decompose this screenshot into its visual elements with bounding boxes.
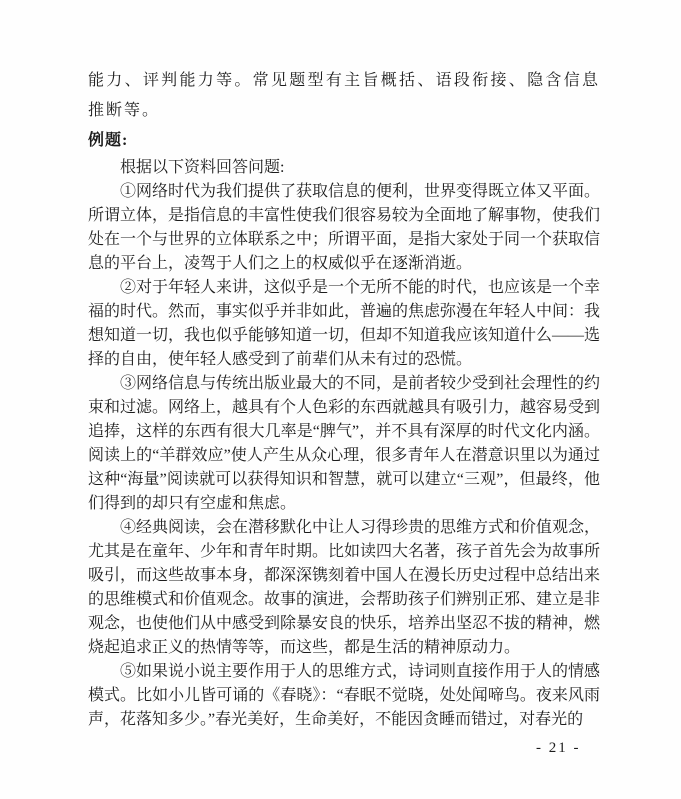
- material-paragraph-4: ④经典阅读，会在潜移默化中让人习得珍贵的思维方式和价值观念，尤其是在童年、少年和青年时期。比如读四大名著，孩子首先会为故事所吸引，而这些故事本身，都深深镌刻着中国人在漫长历史过程中总结出来的思维模式和价值观念。故事的演进，会帮助孩子们辨别正邪、建立是非观念，也使他们从中感受到除暴安良的快乐，培养出坚忍不拔的精神，燃烧起追求正义的热情等等，而这些，都是生活的精神原动力。: [88, 519, 601, 656]
- page-number: - 21 -: [536, 740, 581, 756]
- example-heading: 例题:: [88, 132, 129, 149]
- material-prompt: 根据以下资料回答问题:: [120, 159, 285, 176]
- material-paragraph-2: ②对于年轻人来讲，这似乎是一个无所不能的时代，也应该是一个幸福的时代。然而，事实似乎并非如此，普遍的焦虑弥漫在年轻人中间：我想知道一切，我也似乎能够知道一切，但却不知道我应该知道什么——选择的自由，使年轻人感受到了前辈们从未有过的恐慌。: [88, 279, 601, 368]
- material-paragraph-1: ①网络时代为我们提供了获取信息的便利，世界变得既立体又平面。所谓立体，是指信息的丰富性使我们很容易较为全面地了解事物，使我们处在一个与世界的立体联系之中；所谓平面，是指大家处于同一个获取信息的平台上，凌驾于人们之上的权威似乎在逐渐消逝。: [88, 183, 601, 272]
- document-content: [88, 66, 600, 732]
- material-paragraph-3: ③网络信息与传统出版业最大的不同，是前者较少受到社会理性的约束和过滤。网络上，越具有个人色彩的东西就越具有吸引力，越容易受到追捧，这样的东西有很大几率是“脾气”，并不具有深厚的时代文化内涵。阅读上的“羊群效应”使人产生从众心理，很多青年人在潜意识里以为通过这种“海量”阅读就可以获得知识和智慧，就可以建立“三观”，但最终，他们得到的却只有空虚和焦虑。: [88, 375, 601, 512]
- continuation-paragraph: 能力、评判能力等。常见题型有主旨概括、语段衔接、隐含信息推断等。: [88, 72, 600, 119]
- material-paragraph-5: ⑤如果说小说主要作用于人的思维方式，诗词则直接作用于人的情感模式。比如小儿皆可诵的《春晓》：“春眠不觉晓，处处闻啼鸟。夜来风雨声，花落知多少。”春光美好，生命美好，不能因贪睡而错过，对春光的: [88, 663, 601, 728]
